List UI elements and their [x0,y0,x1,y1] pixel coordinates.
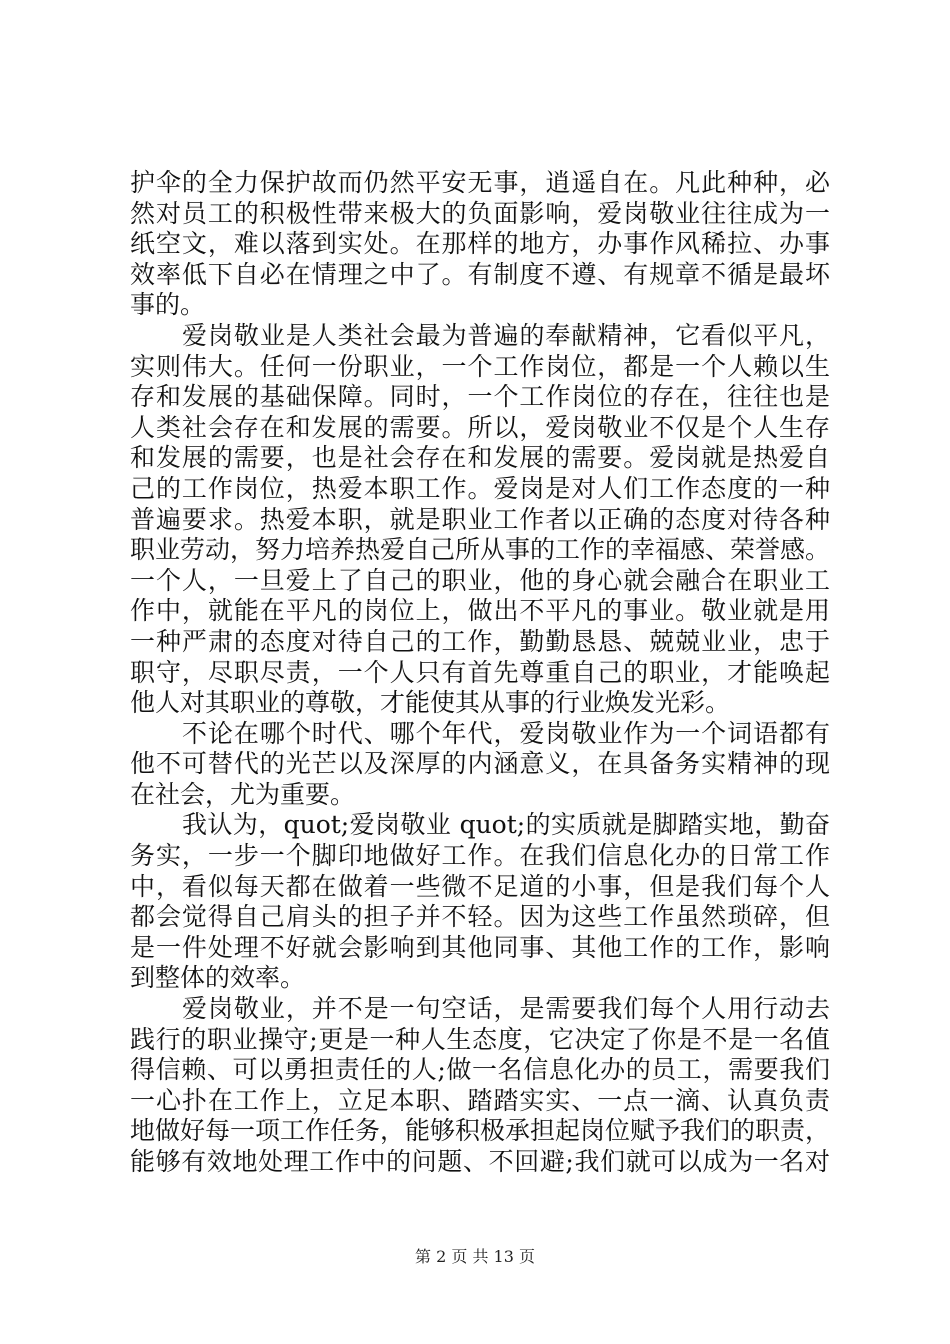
text-line: 我认为，quot;爱岗敬业 quot;的实质就是脚踏实地，勤奋 [182,810,830,840]
text-line: 得信赖、可以勇担责任的人;做一名信息化办的员工，需要我们 [130,1055,830,1085]
text-line: 人类社会存在和发展的需要。所以，爱岗敬业不仅是个人生存 [130,412,830,442]
text-line: 存和发展的基础保障。同时，一个工作岗位的存在，往往也是 [130,382,830,412]
text-line: 地做好每一项工作任务，能够积极承担起岗位赋予我们的职责， [130,1116,831,1146]
text-line: 然对员工的积极性带来极大的负面影响，爱岗敬业往往成为一 [130,198,830,228]
text-line: 在社会，尤为重要。 [130,779,356,809]
page-footer: 第 2 页 共 13 页 [415,1247,535,1266]
text-line: 爱岗敬业是人类社会最为普遍的奉献精神，它看似平凡， [182,320,830,350]
body-text [130,168,830,1178]
text-line: 到整体的效率。 [130,963,306,993]
text-line: 作中，就能在平凡的岗位上，做出不平凡的事业。敬业就是用 [130,596,830,626]
text-line: 都会觉得自己肩头的担子并不轻。因为这些工作虽然琐碎，但 [130,902,830,932]
text-line: 能够有效地处理工作中的问题、不回避;我们就可以成为一名对 [130,1147,830,1176]
text-line: 一个人，一旦爱上了自己的职业，他的身心就会融合在职业工 [130,565,830,595]
text-line: 他不可替代的光芒以及深厚的内涵意义，在具备务实精神的现 [130,749,830,779]
text-line: 和发展的需要，也是社会存在和发展的需要。爱岗就是热爱自 [130,443,830,473]
text-line: 一种严肃的态度对待自己的工作，勤勤恳恳、兢兢业业，忠于 [130,626,830,656]
text-line: 爱岗敬业，并不是一句空话，是需要我们每个人用行动去 [182,994,830,1024]
text-line: 事的。 [130,290,206,320]
text-line: 践行的职业操守;更是一种人生态度，它决定了你是不是一名值 [130,1024,830,1054]
text-line: 实则伟大。任何一份职业，一个工作岗位，都是一个人赖以生 [130,351,830,381]
text-line: 不论在哪个时代、哪个年代，爱岗敬业作为一个词语都有 [182,718,830,748]
text-line: 效率低下自必在情理之中了。有制度不遵、有规章不循是最坏 [130,259,830,289]
text-line: 中，看似每天都在做着一些微不足道的小事，但是我们每个人 [130,871,830,901]
text-line: 他人对其职业的尊敬，才能使其从事的行业焕发光彩。 [130,688,731,718]
text-line: 护伞的全力保护故而仍然平安无事，逍遥自在。凡此种种，必 [130,168,830,197]
text-line: 一心扑在工作上，立足本职、踏踏实实、一点一滴、认真负责 [130,1085,830,1115]
text-line: 普遍要求。热爱本职，就是职业工作者以正确的态度对待各种 [130,504,830,534]
text-line: 职业劳动，努力培养热爱自己所从事的工作的幸福感、荣誉感。 [130,535,831,565]
text-line: 职守，尽职尽责，一个人只有首先尊重自己的职业，才能唤起 [130,657,830,687]
text-line: 纸空文，难以落到实处。在那样的地方，办事作风稀拉、办事 [130,229,830,259]
text-line: 务实，一步一个脚印地做好工作。在我们信息化办的日常工作 [130,841,830,871]
text-line: 己的工作岗位，热爱本职工作。爱岗是对人们工作态度的一种 [130,473,830,503]
text-line: 是一件处理不好就会影响到其他同事、其他工作的工作，影响 [130,932,830,962]
